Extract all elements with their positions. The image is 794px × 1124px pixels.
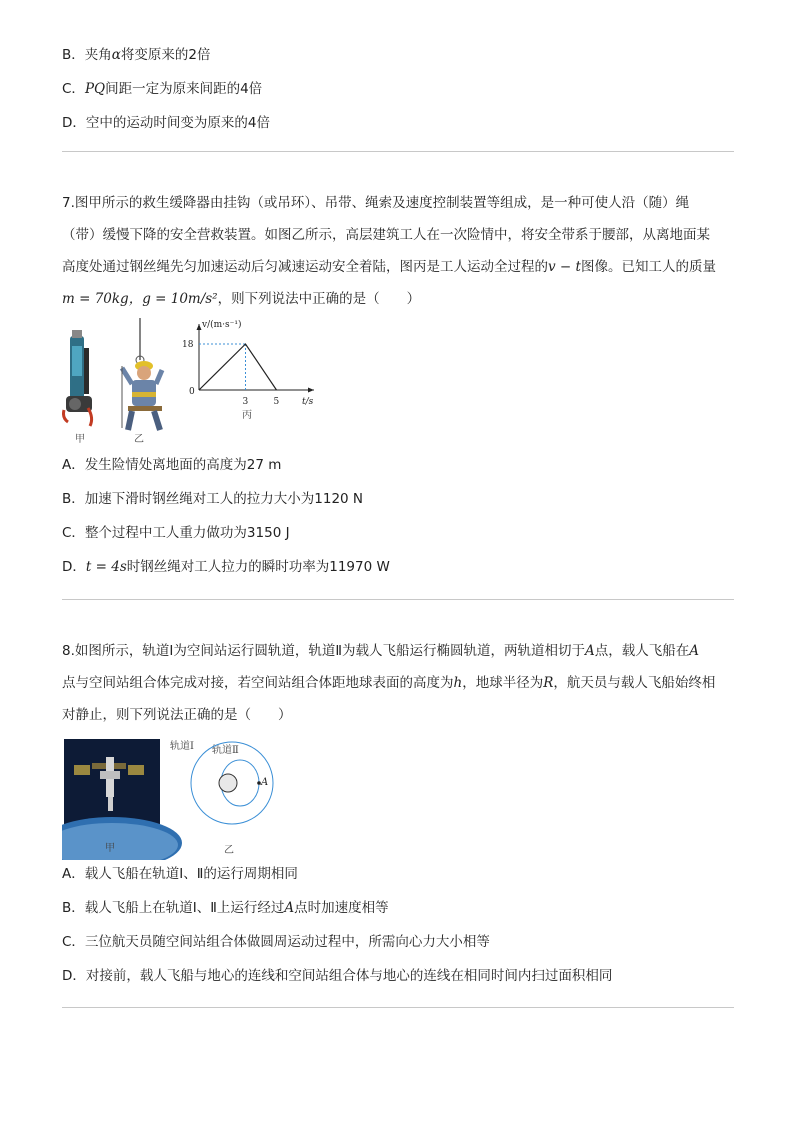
point-a-label: A <box>261 777 269 788</box>
y-axis-arrow <box>197 324 202 330</box>
q7-option-a: A．发生险情处离地面的高度为27 m <box>62 457 282 473</box>
q7-option-b: B．加速下滑时钢丝绳对工人的拉力大小为1120 N <box>62 491 364 507</box>
divider <box>62 599 734 600</box>
x-axis-label: t/s <box>302 397 314 407</box>
q7-stem <box>62 187 734 315</box>
earth <box>219 774 237 792</box>
q7-figures <box>62 318 332 448</box>
y-tick-18: 18 <box>182 340 194 350</box>
q6-option-c: C．PQ间距一定为原来间距的4倍 <box>62 81 263 97</box>
fig8-jia-label: 甲 <box>105 843 115 854</box>
q6-option-b: B．夹角α将变原来的2倍 <box>62 47 211 63</box>
x-tick-3: 3 <box>242 397 249 407</box>
orbit-2-label: 轨道Ⅱ <box>212 745 239 756</box>
q8-line-1: 8.如图所示，轨道Ⅰ为空间站运行圆轨道，轨道Ⅱ为载人飞船运行椭圆轨道，两轨道相切于A点，载人飞船在A <box>62 643 700 659</box>
fig-bing-label: 丙 <box>242 410 252 421</box>
vt-graph <box>182 319 314 421</box>
orbit-1-label: 轨道Ⅰ <box>170 741 194 752</box>
q8-line-3: 对静止，则下列说法正确的是（ ） <box>62 707 292 723</box>
fig-yi-label: 乙 <box>134 434 144 445</box>
space-station-photo <box>62 739 182 860</box>
divider <box>62 1007 734 1008</box>
descender-device-illustration <box>64 330 93 426</box>
q8-line-2: 点与空间站组合体完成对接，若空间站组合体距地球表面的高度为h，地球半径为R，航天员与载人飞船始终相 <box>62 675 716 691</box>
q8-figures <box>62 735 282 860</box>
divider <box>62 151 734 152</box>
q7-option-d: D．t = 4s时钢丝绳对工人拉力的瞬时功率为11970 W <box>62 559 390 575</box>
q6-option-d: D．空中的运动时间变为原来的4倍 <box>62 115 270 131</box>
q8-option-c: C．三位航天员随空间站组合体做圆周运动过程中，所需向心力大小相等 <box>62 934 490 950</box>
fig8-yi-label: 乙 <box>224 845 234 856</box>
q7-line-3: 高度处通过钢丝绳先匀加速运动后匀减速运动安全着陆，图丙是工人运动全过程的v − t图像。已知工人的质量 <box>62 259 716 275</box>
fig-jia-label: 甲 <box>75 434 85 445</box>
q7-line-4: m = 70kg，g = 10m/s²，则下列说法中正确的是（ ） <box>62 291 421 307</box>
x-axis-arrow <box>308 388 314 393</box>
x-tick-5: 5 <box>273 397 280 407</box>
q8-option-b: B．载人飞船上在轨道Ⅰ、Ⅱ上运行经过A点时加速度相等 <box>62 900 389 916</box>
worker-illustration <box>122 318 162 430</box>
orbit-diagram <box>170 739 273 856</box>
q8-option-d: D．对接前，载人飞船与地心的连线和空间站组合体与地心的连线在相同时间内扫过面积相同 <box>62 968 613 984</box>
q8-option-a: A．载人飞船在轨道Ⅰ、Ⅱ的运行周期相同 <box>62 866 298 882</box>
q7-option-c: C．整个过程中工人重力做功为3150 J <box>62 525 290 541</box>
y-axis-label: v/(m·s⁻¹) <box>202 320 242 330</box>
velocity-series-line <box>199 344 277 390</box>
origin-label: 0 <box>189 387 195 397</box>
q8-stem <box>62 635 734 731</box>
q7-line-2: （带）缓慢下降的安全营救装置。如图乙所示，高层建筑工人在一次险情中，将安全带系于腰部，从离地面某 <box>62 227 710 243</box>
q7-line-1: 7.图甲所示的救生缓降器由挂钩（或吊环）、吊带、绳索及速度控制装置等组成，是一种可使人沿（随）绳 <box>62 195 690 211</box>
